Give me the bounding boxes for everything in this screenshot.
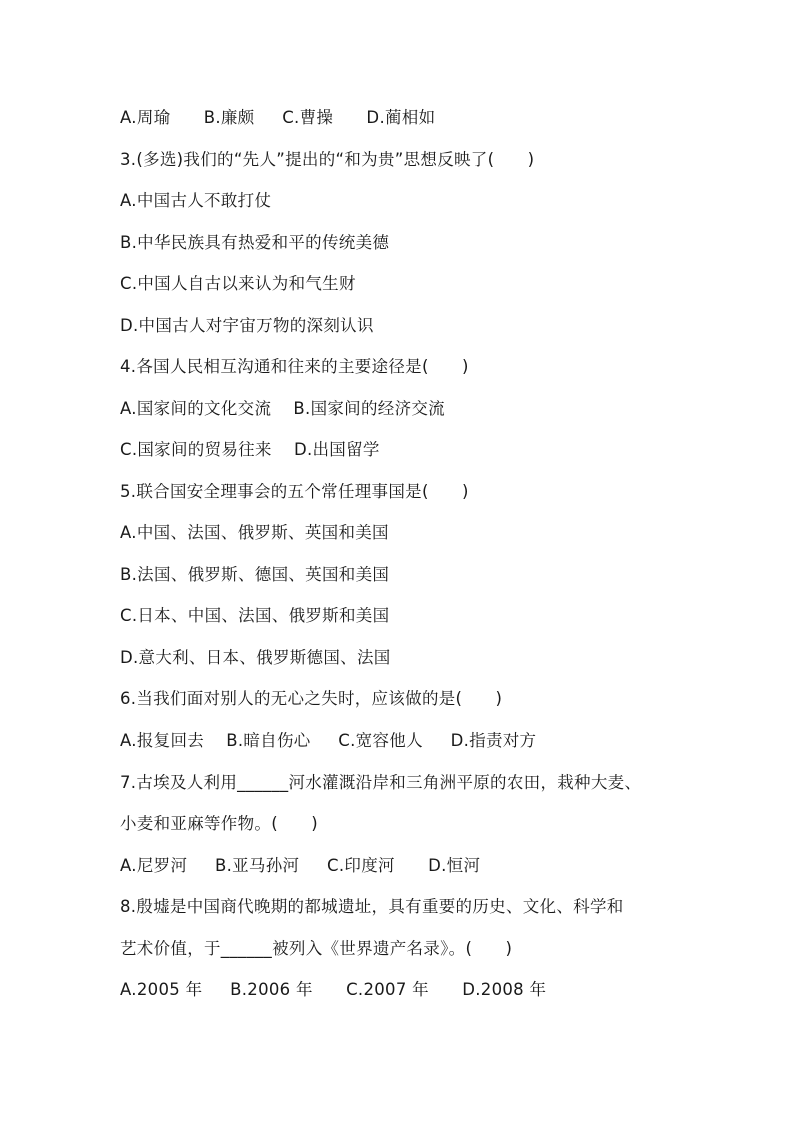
option-3b: B.中华民族具有热爱和平的传统美德 xyxy=(120,233,390,252)
option-5a: A.中国、法国、俄罗斯、英国和美国 xyxy=(120,523,389,542)
option-line-q2: A.周瑜 B.廉颇 C.曹操 D.蔺相如 xyxy=(120,108,436,127)
option-line-4cd: C.国家间的贸易往来 D.出国留学 xyxy=(120,440,380,459)
option-5c: C.日本、中国、法国、俄罗斯和美国 xyxy=(120,606,390,625)
option-line-6: A.报复回去 B.暗自伤心 C.宽容他人 D.指责对方 xyxy=(120,731,537,750)
option-line-8: A.2005 年 B.2006 年 C.2007 年 D.2008 年 xyxy=(120,980,547,999)
question-4: 4.各国人民相互沟通和往来的主要途径是( ) xyxy=(120,357,469,376)
question-5: 5.联合国安全理事会的五个常任理事国是( ) xyxy=(120,482,469,501)
question-6: 6.当我们面对别人的无心之失时，应该做的是( ) xyxy=(120,689,503,708)
option-5d: D.意大利、日本、俄罗斯德国、法国 xyxy=(120,648,391,667)
question-7-line-2: 小麦和亚麻等作物。( ) xyxy=(120,814,318,833)
option-3a: A.中国古人不敢打仗 xyxy=(120,191,272,210)
option-3d: D.中国古人对宇宙万物的深刻认识 xyxy=(120,316,374,335)
question-3: 3.(多选)我们的“先人”提出的“和为贵”思想反映了( ) xyxy=(120,150,535,169)
question-7-line-1: 7.古埃及人利用______河水灌溉沿岸和三角洲平原的农田，栽种大麦、 xyxy=(120,773,642,792)
question-8-line-1: 8.殷墟是中国商代晚期的都城遗址，具有重要的历史、文化、科学和 xyxy=(120,897,624,916)
option-5b: B.法国、俄罗斯、德国、英国和美国 xyxy=(120,565,390,584)
option-3c: C.中国人自古以来认为和气生财 xyxy=(120,274,356,293)
question-8-line-2: 艺术价值，于______被列入《世界遗产名录》。( ) xyxy=(120,939,513,958)
option-line-4ab: A.国家间的文化交流 B.国家间的经济交流 xyxy=(120,399,445,418)
option-line-7: A.尼罗河 B.亚马孙河 C.印度河 D.恒河 xyxy=(120,856,481,875)
